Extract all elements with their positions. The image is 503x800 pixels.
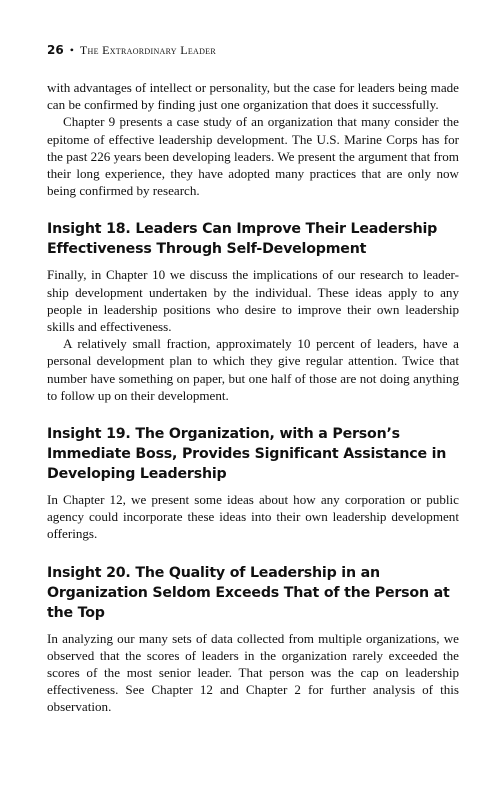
body-paragraph: In analyzing our many sets of data collected from multiple organizations, we observed that the scores of leaders in the organization rarely exceeded the scores of the most senior leader. That person was the cap on leadership effectiveness. See Chapter 12 and Chapter 2 for further analysis of this observation. — [47, 630, 459, 715]
body-paragraph: Chapter 9 presents a case study of an organization that many consider the epitome of effective leadership development. The U.S. Marine Corps has for the past 226 years been developing leaders. We present the argument that from their long experience, they have adopted many practices that are only now being confirmed by research. — [47, 114, 459, 199]
running-head — [47, 43, 467, 58]
body-paragraph: A relatively small fraction, approximately 10 percent of leaders, have a personal development plan to which they give regular attention. Twice that number have something on paper, but one half of those are not doing anything to follow up on their development. — [47, 336, 459, 403]
body-paragraph: with advantages of intellect or personality, but the case for leaders being made can be confirmed by finding just one organization that does it successfully. — [47, 80, 459, 113]
insight-20-heading: Insight 20. The Quality of Leadership in an Organization Seldom Exceeds That of the Person at the Top — [47, 564, 450, 621]
insight-19-heading: Insight 19. The Organization, with a Person’s Immediate Boss, Provides Significant Assistance in Developing Leadership — [47, 426, 447, 483]
page-body — [47, 79, 459, 716]
insight-18-heading: Insight 18. Leaders Can Improve Their Leadership Effectiveness Through Self-Development — [47, 221, 438, 258]
body-paragraph: In Chapter 12, we present some ideas about how any corporation or public agency could incorporate these ideas into their own leadership development offerings. — [47, 492, 459, 542]
page-number: 26 — [47, 43, 64, 57]
body-paragraph: Finally, in Chapter 10 we discuss the implications of our research to leader-ship development undertaken by the individual. These ideas apply to any people in leadership positions who desire to improve their own leadership skills and effectiveness. — [47, 267, 459, 335]
book-title: The Extraordinary Leader — [79, 43, 216, 57]
header-separator: • — [69, 43, 74, 57]
